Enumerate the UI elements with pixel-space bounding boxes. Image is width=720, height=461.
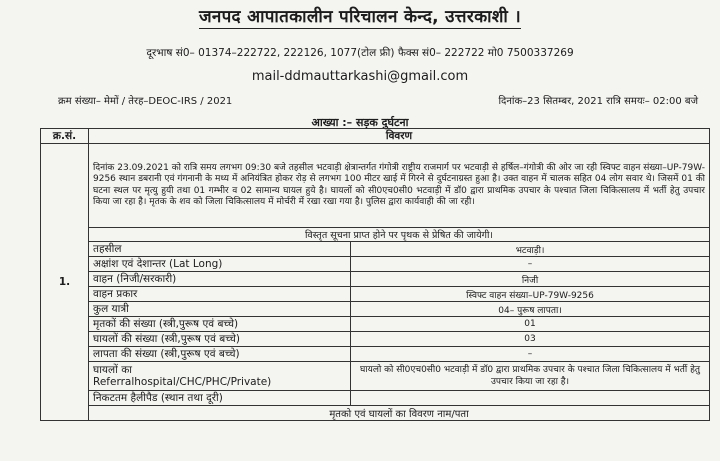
field-value: भटवाड़ी। <box>351 242 710 257</box>
field-label: वाहन (निजी/सरकारी) <box>89 272 351 287</box>
office-title: जनपद आपातकालीन परिचालन केन्द, उत्तरकाशी । <box>198 7 522 27</box>
field-value: 01 <box>351 317 710 332</box>
incident-narrative: दिनांक 23.09.2021 को रात्रि समय लगभग 09:30 बजे तहसील भटवाड़ी क्षेत्रान्तर्गत गंगोत्री राष्ट्रीय राजमार्ग पर भटवाड़ी से हर्षिल–गंगोत्री की ओर जा रही स्विफ्ट वाहन संख्या–UP-79W-9256 स्थान डबरानी एवं गंगनानी के मध्य में अनियंत्रित होकर रोड़ से लगभग 100 मीटर खाई में गिरने से दुर्घटनाग्रस्त हुआ है। उक्त वाहन में चालक सहित 04 लोग सवार थे। जिसमें 01 की घटना स्थल पर मृत्यु हुयी तथा 01 गम्भीर व 02 सामान्य घायल हुये है। घायलों को सी0एच0सी0 भटवाड़ी में डॉ0 द्वारा प्राथमिक उपचार के पश्चात जिला चिकित्सालय में भर्ती हेतु उपचार किया जा रहा है। मृतक के शव को जिला चिकित्सालय में मोर्चरी में रखा रखा गया है। पुलिस द्वारा कार्यवाही की जा रही। <box>89 144 710 228</box>
report-date-time: दिनांक–23 सितम्बर, 2021 रात्रि समयः– 02:00 बजे <box>498 96 698 107</box>
footer-row <box>41 406 710 421</box>
table-row <box>41 287 710 302</box>
helipad-label: निकटतम हैलीपैड (स्थान तथा दूरी) <box>89 391 351 406</box>
serial-number: 1. <box>41 144 89 421</box>
hospital-label <box>89 362 351 391</box>
hospital-value: घायलो को सी0एच0सी0 भटवाड़ी में डॉ0 द्वारा प्राथमिक उपचार के पश्चात जिला चिकित्सालय में भर्ती हेतु उपचार किया जा रहा है। <box>351 362 710 391</box>
table-row <box>41 317 710 332</box>
serial-column-header: क्र.सं. <box>41 129 89 144</box>
report-subject: आख्या :– सड़क दुर्घटना <box>311 116 409 129</box>
field-value: निजी <box>351 272 710 287</box>
casualty-details-heading: मृतको एवं घायलों का विवरण नाम/पता <box>89 406 710 421</box>
field-label: वाहन प्रकार <box>89 287 351 302</box>
table-row <box>41 257 710 272</box>
field-value: – <box>351 347 710 362</box>
table-header-row <box>41 129 710 144</box>
field-label: मृतकों की संख्या (स्त्री,पुरूष एवं बच्चे) <box>89 317 351 332</box>
incident-report-table <box>40 128 710 421</box>
further-info-note: विस्तृत सूचना प्राप्त होने पर पृथक से प्रेषित की जायेगी। <box>89 228 710 242</box>
helipad-row <box>41 391 710 406</box>
helipad-value <box>351 391 710 406</box>
narrative-row <box>41 144 710 228</box>
table-row <box>41 272 710 287</box>
contact-email: mail-ddmauttarkashi@gmail.com <box>251 69 469 84</box>
field-label: अक्षांश एवं देशान्तर (Lat Long) <box>89 257 351 272</box>
field-label: घायलों की संख्या (स्त्री,पुरूष एवं बच्चे) <box>89 332 351 347</box>
field-label: तहसील <box>89 242 351 257</box>
field-value: – <box>351 257 710 272</box>
field-label: लापता की संख्या (स्त्री,पुरूष एवं बच्चे) <box>89 347 351 362</box>
field-value: 04– पुरूष लापता। <box>351 302 710 317</box>
hospital-label-line2: Referralhospital/CHC/PHC/Private) <box>93 376 272 388</box>
hospital-label-line1: घायलों का <box>93 364 132 376</box>
table-row <box>41 332 710 347</box>
info-note-row <box>41 228 710 242</box>
table-row <box>41 302 710 317</box>
memo-number: क्रम संख्या– मेमों / तेरह–DEOC-IRS / 2021 <box>58 96 233 107</box>
hospital-row <box>41 362 710 391</box>
field-value: 03 <box>351 332 710 347</box>
details-column-header: विवरण <box>89 129 710 144</box>
table-row <box>41 242 710 257</box>
field-label: कुल यात्री <box>89 302 351 317</box>
table-row <box>41 347 710 362</box>
contact-phone-line: दूरभाष सं0– 01374–222722, 222126, 1077(टोल फ्री) फैक्स सं0– 222722 मो0 7500337269 <box>146 47 574 59</box>
field-value: स्विफ्ट वाहन संख्या–UP-79W-9256 <box>351 287 710 302</box>
